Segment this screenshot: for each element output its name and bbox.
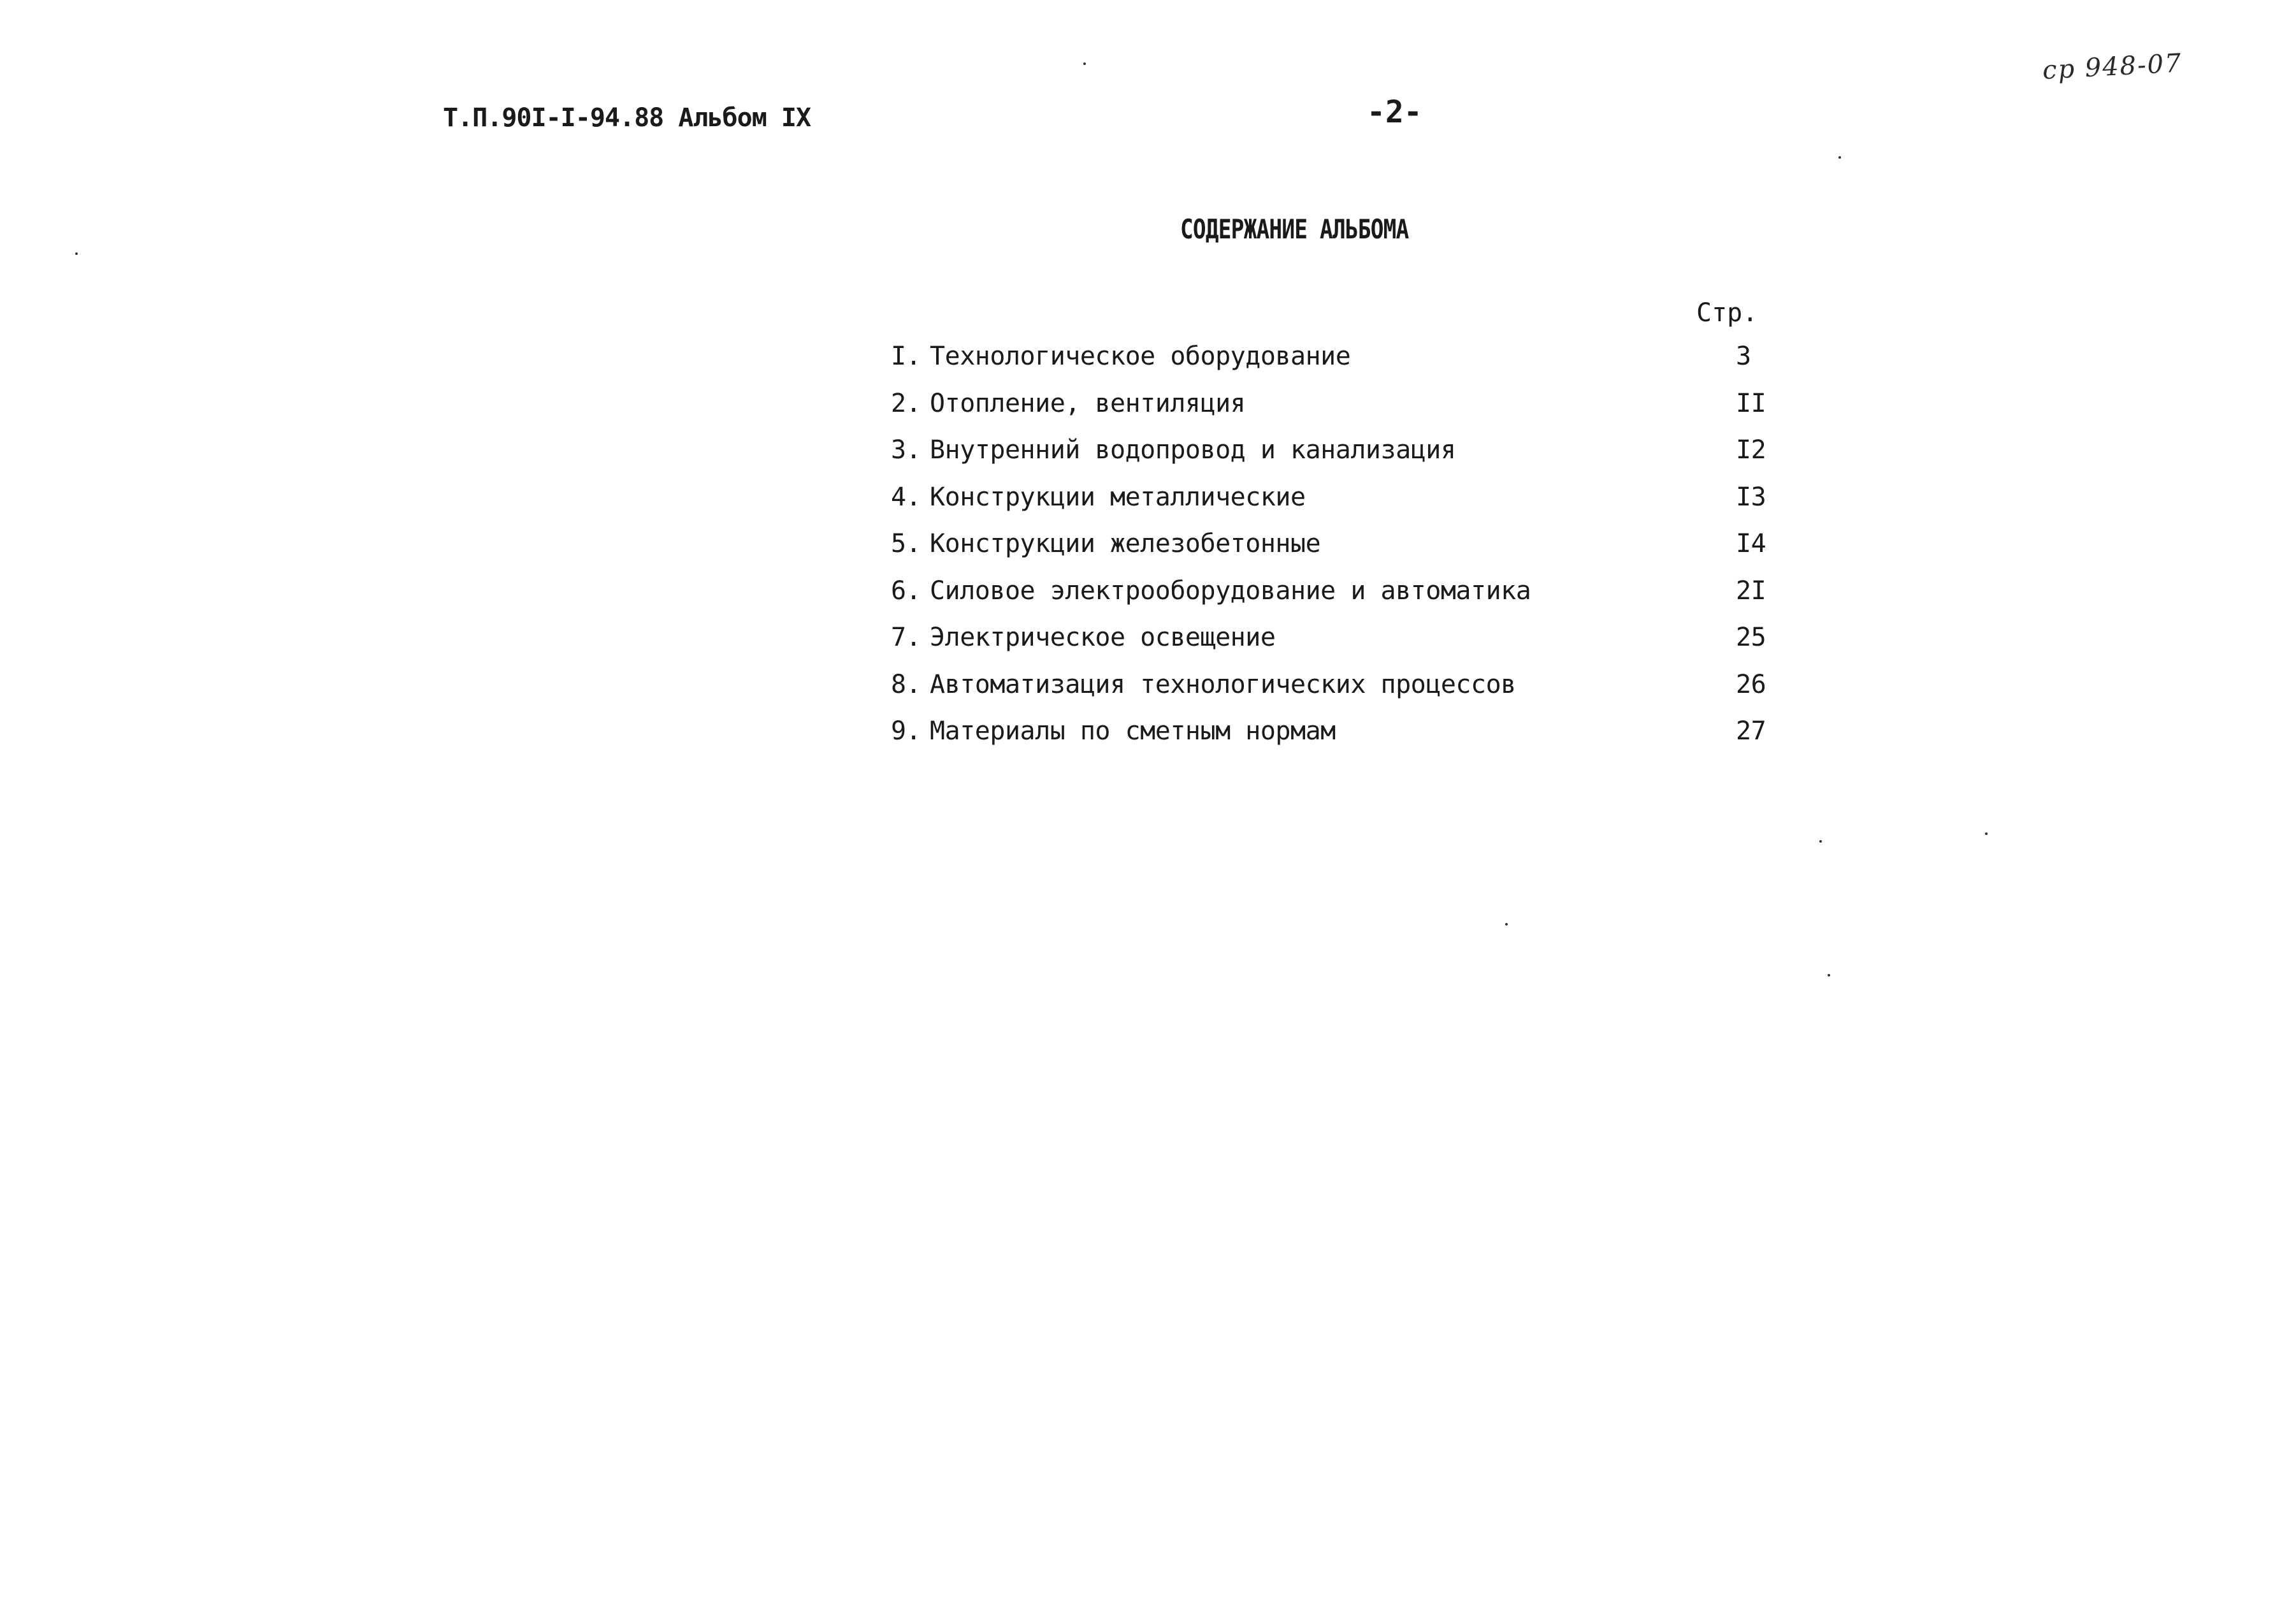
table-of-contents xyxy=(891,342,1783,764)
pages-column-header: Стр. xyxy=(1696,298,1758,328)
toc-entry xyxy=(891,670,1783,717)
scan-speck xyxy=(1838,156,1841,159)
toc-entry-number: 8. xyxy=(891,669,921,699)
toc-entry-number: 2. xyxy=(891,388,921,418)
toc-entry xyxy=(891,342,1783,389)
toc-entry-page: 25 xyxy=(1736,623,1766,652)
toc-entry-title: Отопление, вентиляция xyxy=(930,388,1246,418)
toc-entry-number: 4. xyxy=(891,482,921,512)
toc-entry-number: 5. xyxy=(891,529,921,558)
toc-entry-title: Конструкции железобетонные xyxy=(930,529,1321,558)
toc-entry xyxy=(891,435,1783,483)
toc-entry-page: 3 xyxy=(1736,342,1751,371)
toc-entry xyxy=(891,529,1783,576)
toc-entry-number: 6. xyxy=(891,576,921,606)
toc-entry xyxy=(891,576,1783,623)
toc-entry xyxy=(891,389,1783,436)
toc-entry-title: Материалы по сметным нормам xyxy=(930,716,1336,746)
scan-speck xyxy=(1985,832,1988,835)
toc-entry-title: Автоматизация технологических процессов xyxy=(930,669,1516,699)
toc-entry-title: Внутренний водопровод и канализация xyxy=(930,435,1456,465)
toc-entry-title: Силовое электрооборудование и автоматика xyxy=(930,576,1531,606)
toc-entry-page: I2 xyxy=(1736,435,1766,465)
toc-entry-page: I4 xyxy=(1736,529,1766,558)
scan-speck xyxy=(1505,923,1508,926)
scan-speck xyxy=(75,252,78,255)
toc-entry-page: 26 xyxy=(1736,669,1766,699)
toc-entry-page: II xyxy=(1736,388,1766,418)
toc-entry-number: I. xyxy=(891,342,921,371)
toc-entry-page: 2I xyxy=(1736,576,1766,606)
archive-stamp: ср 948-07 xyxy=(2041,48,2183,85)
toc-title: СОДЕРЖАНИЕ АЛЬБОМА xyxy=(1180,214,1409,245)
document-code: Т.П.90I-I-94.88 Альбом IX xyxy=(443,103,811,133)
page-number: -2- xyxy=(1367,94,1422,130)
toc-entry-page: I3 xyxy=(1736,482,1766,512)
toc-entry xyxy=(891,716,1783,764)
toc-entry-page: 27 xyxy=(1736,716,1766,746)
toc-entry-number: 9. xyxy=(891,716,921,746)
toc-entry-title: Конструкции металлические xyxy=(930,482,1306,512)
toc-entry-number: 7. xyxy=(891,623,921,652)
toc-entry-number: 3. xyxy=(891,435,921,465)
scan-speck xyxy=(1083,62,1086,65)
toc-entry-title: Электрическое освещение xyxy=(930,623,1276,652)
toc-entry xyxy=(891,483,1783,530)
toc-entry-title: Технологическое оборудование xyxy=(930,342,1351,371)
scan-speck xyxy=(1828,974,1830,976)
scan-speck xyxy=(1819,840,1822,843)
toc-entry xyxy=(891,623,1783,670)
